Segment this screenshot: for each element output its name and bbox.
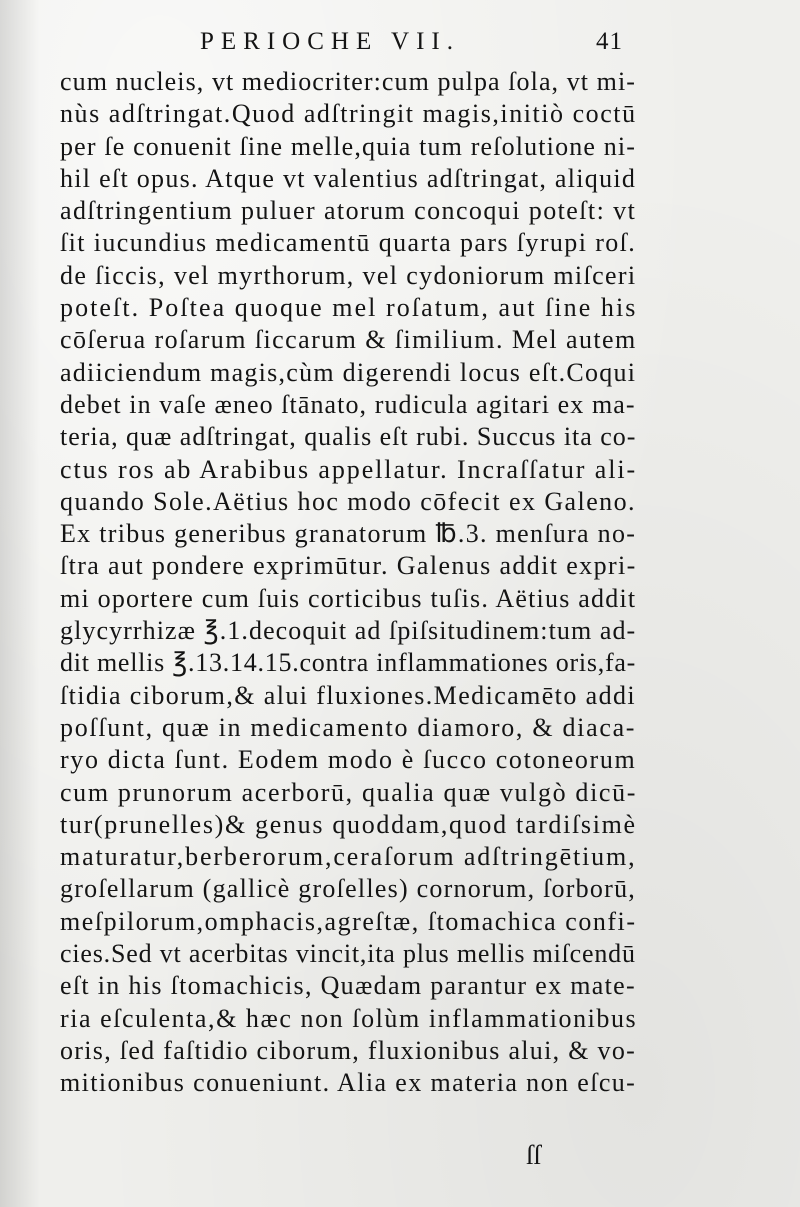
text-line: Ex tribus generibus granatorum ℔.3. menſura no-	[60, 519, 637, 549]
text-line: nùs adſtringat.Quod adſtringit magis,initiò coctū	[60, 99, 637, 129]
running-title: PERIOCHE VII.	[200, 28, 460, 55]
text-line: mi oportere cum ſuis corticibus tuſis. Aëtius addit	[60, 583, 637, 613]
text-line: ſtidia ciborum,& alui fluxiones.Medicamēto addi	[60, 680, 637, 710]
page-header	[200, 28, 630, 58]
text-line: cōſerua roſarum ſiccarum & ſimilium. Mel autem	[60, 325, 637, 355]
text-line: ryo dicta ſunt. Eodem modo è ſucco cotoneorum	[60, 745, 637, 775]
text-line: eſt in his ſtomachicis, Quædam parantur ex mate-	[60, 971, 636, 1001]
text-line: cies.Sed vt acerbitas vincit,ita plus mellis miſcendū	[60, 939, 636, 969]
text-line: oris, ſed faſtidio ciborum, fluxionibus alui, & vo-	[60, 1035, 637, 1065]
text-line: poteſt. Poſtea quoque mel roſatum, aut ſine his	[60, 293, 638, 323]
body-text	[60, 66, 640, 1100]
text-line: ctus ros ab Arabibus appellatur. Incraſſatur ali-	[60, 454, 638, 484]
text-line: debet in vaſe æneo ſtānato, rudicula agitari ex ma-	[60, 389, 636, 419]
text-line: ſit iucundius medicamentū quarta pars ſyrupi roſ.	[60, 228, 637, 258]
text-line: adiiciendum magis,cùm digerendi locus eſt.Coqui	[60, 357, 637, 387]
text-line: ria eſculenta,& hæc non ſolùm inflammationibus	[60, 1003, 638, 1033]
text-line: cum prunorum acerborū, qualia quæ vulgò dicū-	[60, 777, 638, 807]
text-line: adſtringentium puluer atorum concoqui poteſt: vt	[60, 196, 637, 226]
text-line: groſellarum (gallicè groſelles) cornorum, ſorborū,	[60, 874, 637, 904]
text-line: meſpilorum,omphacis,agreſtæ, ſtomachica confi-	[60, 906, 637, 936]
text-line: dit mellis ℥.13.14.15.contra inflammationes oris,fa-	[60, 648, 637, 678]
text-line: teria, quæ adſtringat, qualis eſt rubi. Succus ita co-	[60, 422, 637, 452]
text-line: cum nucleis, vt mediocriter:cum pulpa ſola, vt mi-	[60, 67, 637, 96]
page-number: 41	[596, 28, 623, 55]
text-line: per ſe conuenit ſine melle,quia tum reſolutione ni-	[60, 131, 637, 161]
text-line: de ſiccis, vel myrthorum, vel cydoniorum miſceri	[60, 260, 637, 290]
text-line: maturatur,berberorum,ceraſorum adſtringētium,	[60, 842, 637, 872]
text-line: quando Sole.Aëtius hoc modo cōfecit ex Galeno.	[60, 486, 636, 516]
text-line: ſtra aut pondere exprimūtur. Galenus addit expri-	[60, 551, 637, 581]
text-line: hil eſt opus. Atque vt valentius adſtringat, aliquid	[60, 163, 637, 193]
text-line: tur(prunelles)& genus quoddam,quod tardiſsimè	[60, 809, 637, 839]
text-line: glycyrrhizæ ℥.1.decoquit ad ſpiſsitudinem:tum ad-	[60, 616, 637, 646]
gutter-shadow	[0, 0, 40, 1207]
text-line: mitionibus conueniunt. Alia ex materia non eſcu-	[60, 1068, 637, 1098]
text-line: poſſunt, quæ in medicamento diamoro, & diaca-	[60, 712, 637, 742]
catchword: ſſ	[526, 1140, 542, 1170]
